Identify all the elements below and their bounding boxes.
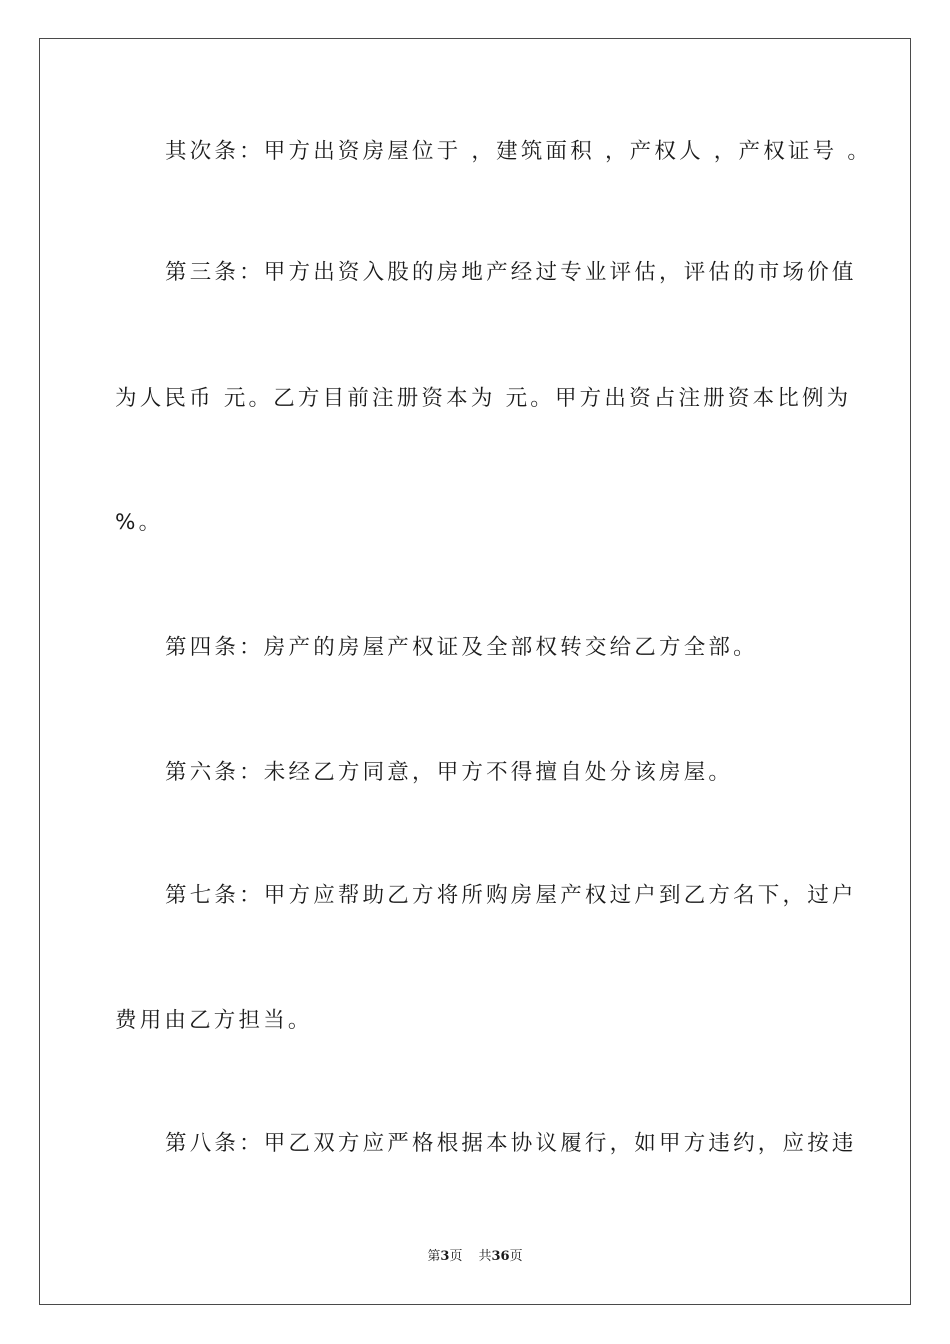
total-prefix: 共 (478, 1249, 492, 1264)
paragraph-article-6: 第六条：未经乙方同意，甲方不得擅自处分该房屋。 (165, 760, 734, 785)
page-border (39, 38, 911, 1305)
page-suffix: 页 (449, 1249, 463, 1264)
paragraph-article-3-line-3: %。 (115, 510, 164, 535)
paragraph-article-2: 其次条：甲方出资房屋位于 ，建筑面积 ，产权人 ，产权证号 。 (165, 139, 873, 164)
page-footer (0, 1248, 950, 1266)
page-prefix: 第 (427, 1249, 441, 1264)
paragraph-article-7-line-2: 费用由乙方担当。 (115, 1008, 313, 1033)
total-pages: 36 (491, 1249, 510, 1264)
paragraph-article-7-line-1: 第七条：甲方应帮助乙方将所购房屋产权过户到乙方名下，过户 (165, 883, 857, 908)
paragraph-article-8-line-1: 第八条：甲乙双方应严格根据本协议履行，如甲方违约，应按违 (165, 1131, 857, 1156)
total-suffix: 页 (509, 1249, 523, 1264)
paragraph-article-3-line-1: 第三条：甲方出资入股的房地产经过专业评估，评估的市场价值 (165, 260, 857, 285)
paragraph-article-4: 第四条：房产的房屋产权证及全部权转交给乙方全部。 (165, 635, 758, 660)
paragraph-article-3-line-2: 为人民币 元。乙方目前注册资本为 元。甲方出资占注册资本比例为 (115, 386, 852, 411)
page-number: 3 (440, 1249, 450, 1264)
